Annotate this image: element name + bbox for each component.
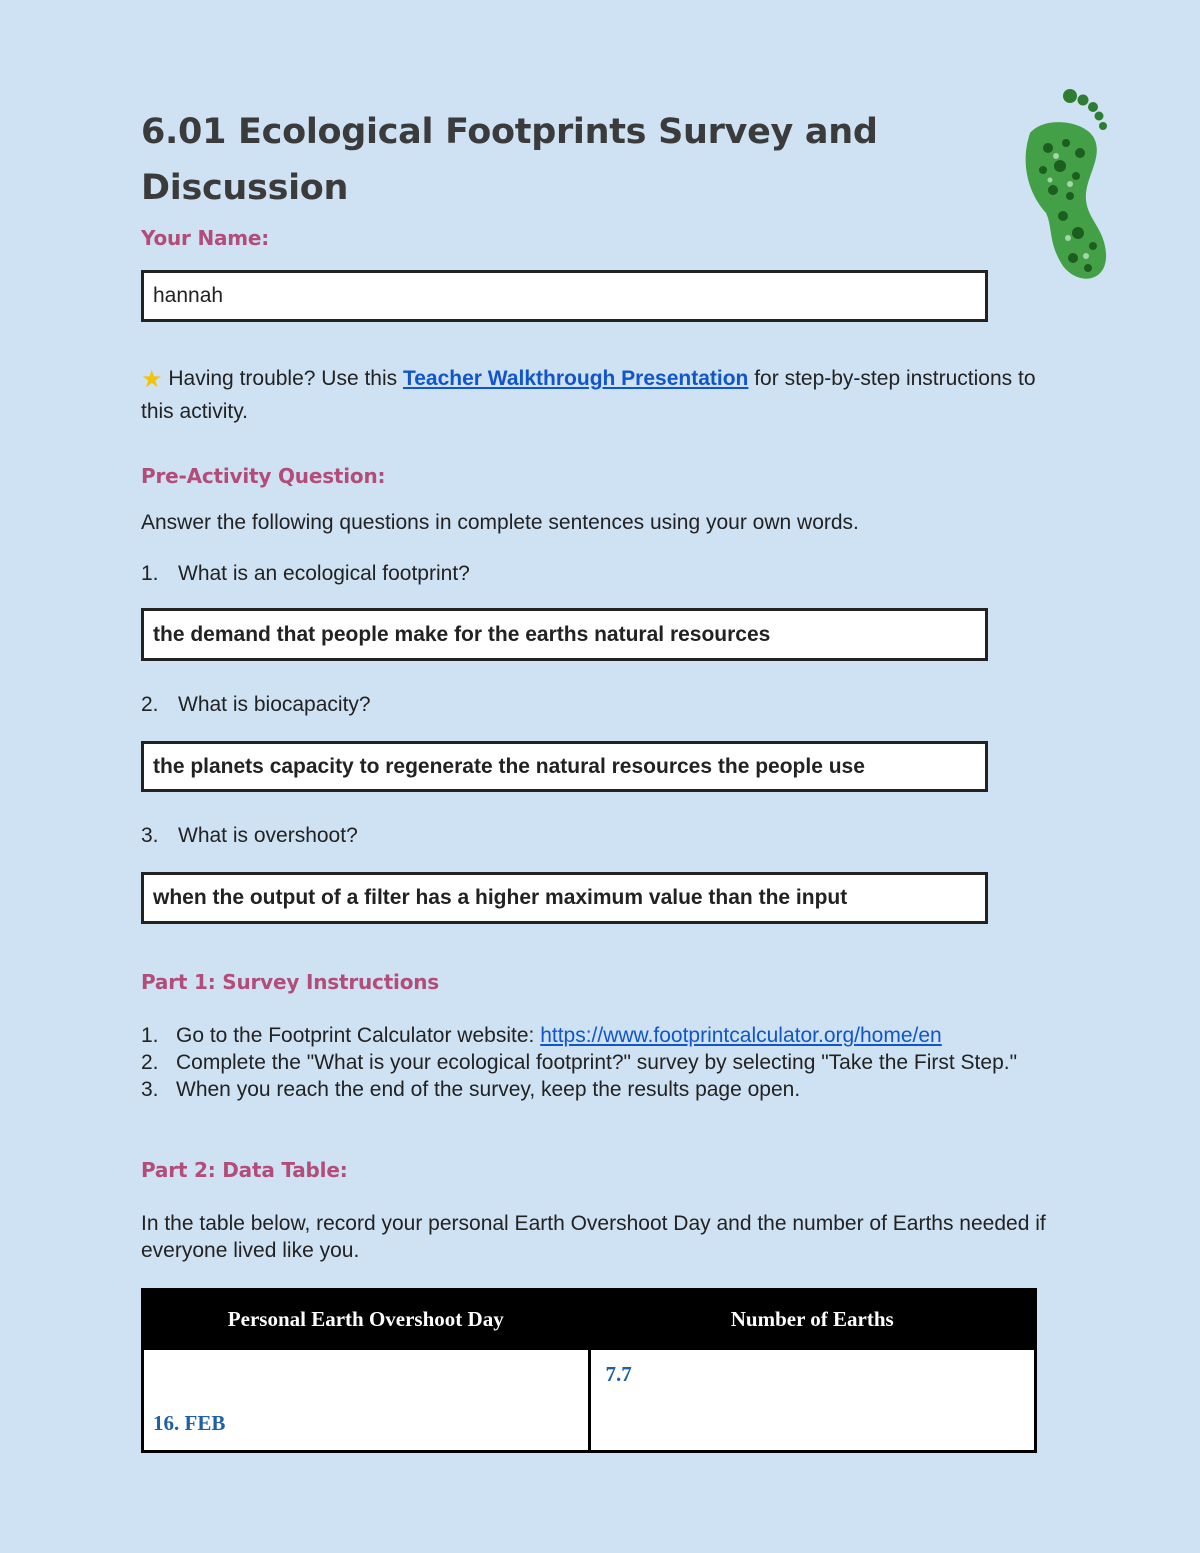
answer-text: the planets capacity to regenerate the natural resources the people use [153, 754, 865, 778]
question-2 [141, 693, 371, 717]
table-header: Number of Earths [589, 1290, 1036, 1349]
table-row [143, 1349, 1036, 1452]
step-number: 1. [141, 1024, 159, 1047]
question-text: What is biocapacity? [178, 693, 371, 716]
question-number: 2. [141, 693, 159, 716]
survey-steps [141, 1022, 1061, 1103]
question-number: 1. [141, 562, 159, 585]
your-name-heading: Your Name: [141, 226, 270, 250]
page-title: 6.01 Ecological Footprints Survey and Discussion [141, 112, 878, 208]
part1-heading: Part 1: Survey Instructions [141, 970, 439, 994]
step-text: Complete the "What is your ecological footprint?" survey by selecting "Take the First Step." [176, 1051, 1018, 1074]
answer-text: the demand that people make for the earths natural resources [153, 622, 771, 646]
answer-field-3[interactable] [141, 872, 988, 924]
answer-field-1[interactable] [141, 608, 988, 661]
step-label: Go to the Footprint Calculator website: [176, 1024, 541, 1047]
data-table [141, 1288, 1037, 1453]
question-number: 3. [141, 824, 159, 847]
overshoot-day-value: 16. FEB [153, 1411, 226, 1435]
part2-instructions: In the table below, record your personal Earth Overshoot Day and the number of Earths needed if everyone lived like you. [141, 1212, 1046, 1262]
teacher-walkthrough-link[interactable]: Teacher Walkthrough Presentation [402, 367, 749, 390]
step-number: 3. [141, 1078, 159, 1101]
question-1 [141, 562, 470, 586]
step-text: When you reach the end of the survey, keep the results page open. [176, 1078, 801, 1101]
question-text: What is an ecological footprint? [178, 562, 470, 585]
footprint-icon [1008, 88, 1120, 288]
list-item [141, 1022, 1061, 1049]
number-of-earths-cell[interactable] [589, 1349, 1036, 1452]
footprint-calculator-link[interactable]: https://www.footprintcalculator.org/home/en [540, 1024, 942, 1047]
step-number: 2. [141, 1051, 159, 1074]
star-icon: ★ [141, 366, 163, 393]
question-text: What is overshoot? [178, 824, 358, 847]
name-value: hannah [153, 284, 224, 307]
help-prefix: Having trouble? Use this [168, 367, 403, 390]
part2-heading: Part 2: Data Table: [141, 1158, 348, 1182]
pre-activity-heading: Pre-Activity Question: [141, 464, 386, 488]
list-item [141, 1076, 1061, 1103]
table-header: Personal Earth Overshoot Day [143, 1290, 590, 1349]
answer-text: when the output of a filter has a higher maximum value than the input [153, 886, 848, 909]
help-suffix: for step-by-step instructions to this activity. [141, 367, 1036, 423]
pre-activity-instructions: Answer the following questions in complete sentences using your own words. [141, 511, 859, 534]
help-text [141, 363, 1061, 428]
answer-field-2[interactable] [141, 741, 988, 792]
table-header-row [143, 1290, 1036, 1349]
step-text [176, 1022, 942, 1049]
question-3 [141, 824, 358, 848]
list-item [141, 1049, 1061, 1076]
overshoot-day-cell[interactable] [143, 1349, 590, 1452]
name-field[interactable] [141, 270, 988, 322]
number-of-earths-value: 7.7 [605, 1362, 632, 1386]
